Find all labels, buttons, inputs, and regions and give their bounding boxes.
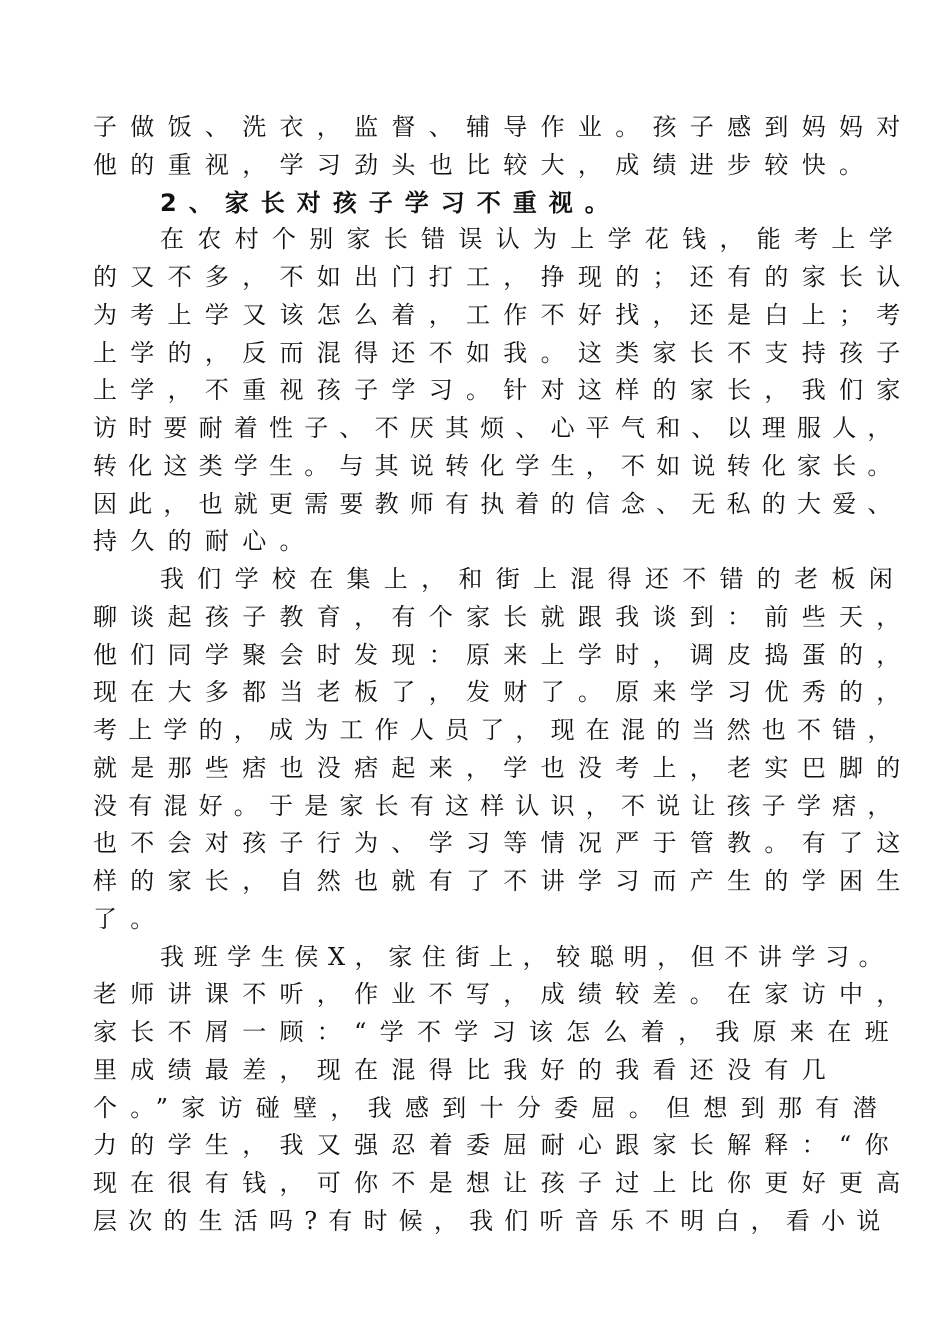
text-line: 访时要耐着性子、不厌其烦、心平气和、以理服人， bbox=[93, 414, 903, 442]
text-line: 我们学校在集上，和街上混得还不错的老板闲 bbox=[160, 565, 906, 593]
text-line: 没有混好。于是家长有这样认识，不说让孩子学痞， bbox=[93, 792, 903, 820]
section-heading: 2、家长对孩子学习不重视。 bbox=[160, 189, 621, 217]
text-line: 考上学的，成为工作人员了，现在混的当然也不错， bbox=[93, 716, 903, 744]
text-line: 因此，也就更需要教师有执着的信念、无私的大爱、 bbox=[93, 490, 903, 518]
text-line: 层次的生活吗?有时候，我们听音乐不明白，看小说 bbox=[93, 1207, 892, 1235]
text-line: 我班学生侯X，家住街上，较聪明，但不讲学习。 bbox=[160, 943, 893, 971]
text-line: 力的学生，我又强忍着委屈耐心跟家长解释：“你 bbox=[93, 1131, 902, 1159]
text-line: 他们同学聚会时发现：原来上学时，调皮捣蛋的， bbox=[93, 641, 914, 669]
text-line: 为考上学又该怎么着，工作不好找，还是白上；考 bbox=[93, 301, 914, 329]
text-line: 个。”家访碰壁，我感到十分委屈。但想到那有潜 bbox=[93, 1094, 890, 1122]
text-line: 现在很有钱，可你不是想让孩子过上比你更好更高 bbox=[93, 1169, 914, 1197]
text-line: 家长不屑一顾：“学不学习该怎么着，我原来在班 bbox=[93, 1018, 902, 1046]
text-line: 了。 bbox=[93, 905, 168, 933]
text-line: 样的家长，自然也就有了不讲学习而产生的学困生 bbox=[93, 867, 914, 895]
text-line: 在农村个别家长错误认为上学花钱，能考上学 bbox=[160, 225, 906, 253]
text-line: 现在大多都当老板了，发财了。原来学习优秀的， bbox=[93, 678, 914, 706]
text-line: 老师讲课不听，作业不写，成绩较差。在家访中， bbox=[93, 980, 914, 1008]
text-line: 也不会对孩子行为、学习等情况严于管教。有了这 bbox=[93, 829, 914, 857]
text-line: 转化这类学生。与其说转化学生，不如说转化家长。 bbox=[93, 452, 903, 480]
text-line: 就是那些痞也没痞起来，学也没考上，老实巴脚的 bbox=[93, 754, 914, 782]
text-line: 里成绩最差，现在混得比我好的我看还没有几 bbox=[93, 1056, 839, 1084]
text-line: 持久的耐心。 bbox=[93, 527, 317, 555]
text-line: 他的重视，学习劲头也比较大，成绩进步较快。 bbox=[93, 151, 877, 179]
text-line: 的又不多，不如出门打工，挣现的；还有的家长认 bbox=[93, 263, 914, 291]
text-line: 上学，不重视孩子学习。针对这样的家长，我们家 bbox=[93, 376, 914, 404]
text-line: 上学的，反而混得还不如我。这类家长不支持孩子 bbox=[93, 339, 914, 367]
text-line: 子做饭、洗衣，监督、辅导作业。孩子感到妈妈对 bbox=[93, 113, 914, 141]
text-line: 聊谈起孩子教育，有个家长就跟我谈到：前些天， bbox=[93, 603, 914, 631]
